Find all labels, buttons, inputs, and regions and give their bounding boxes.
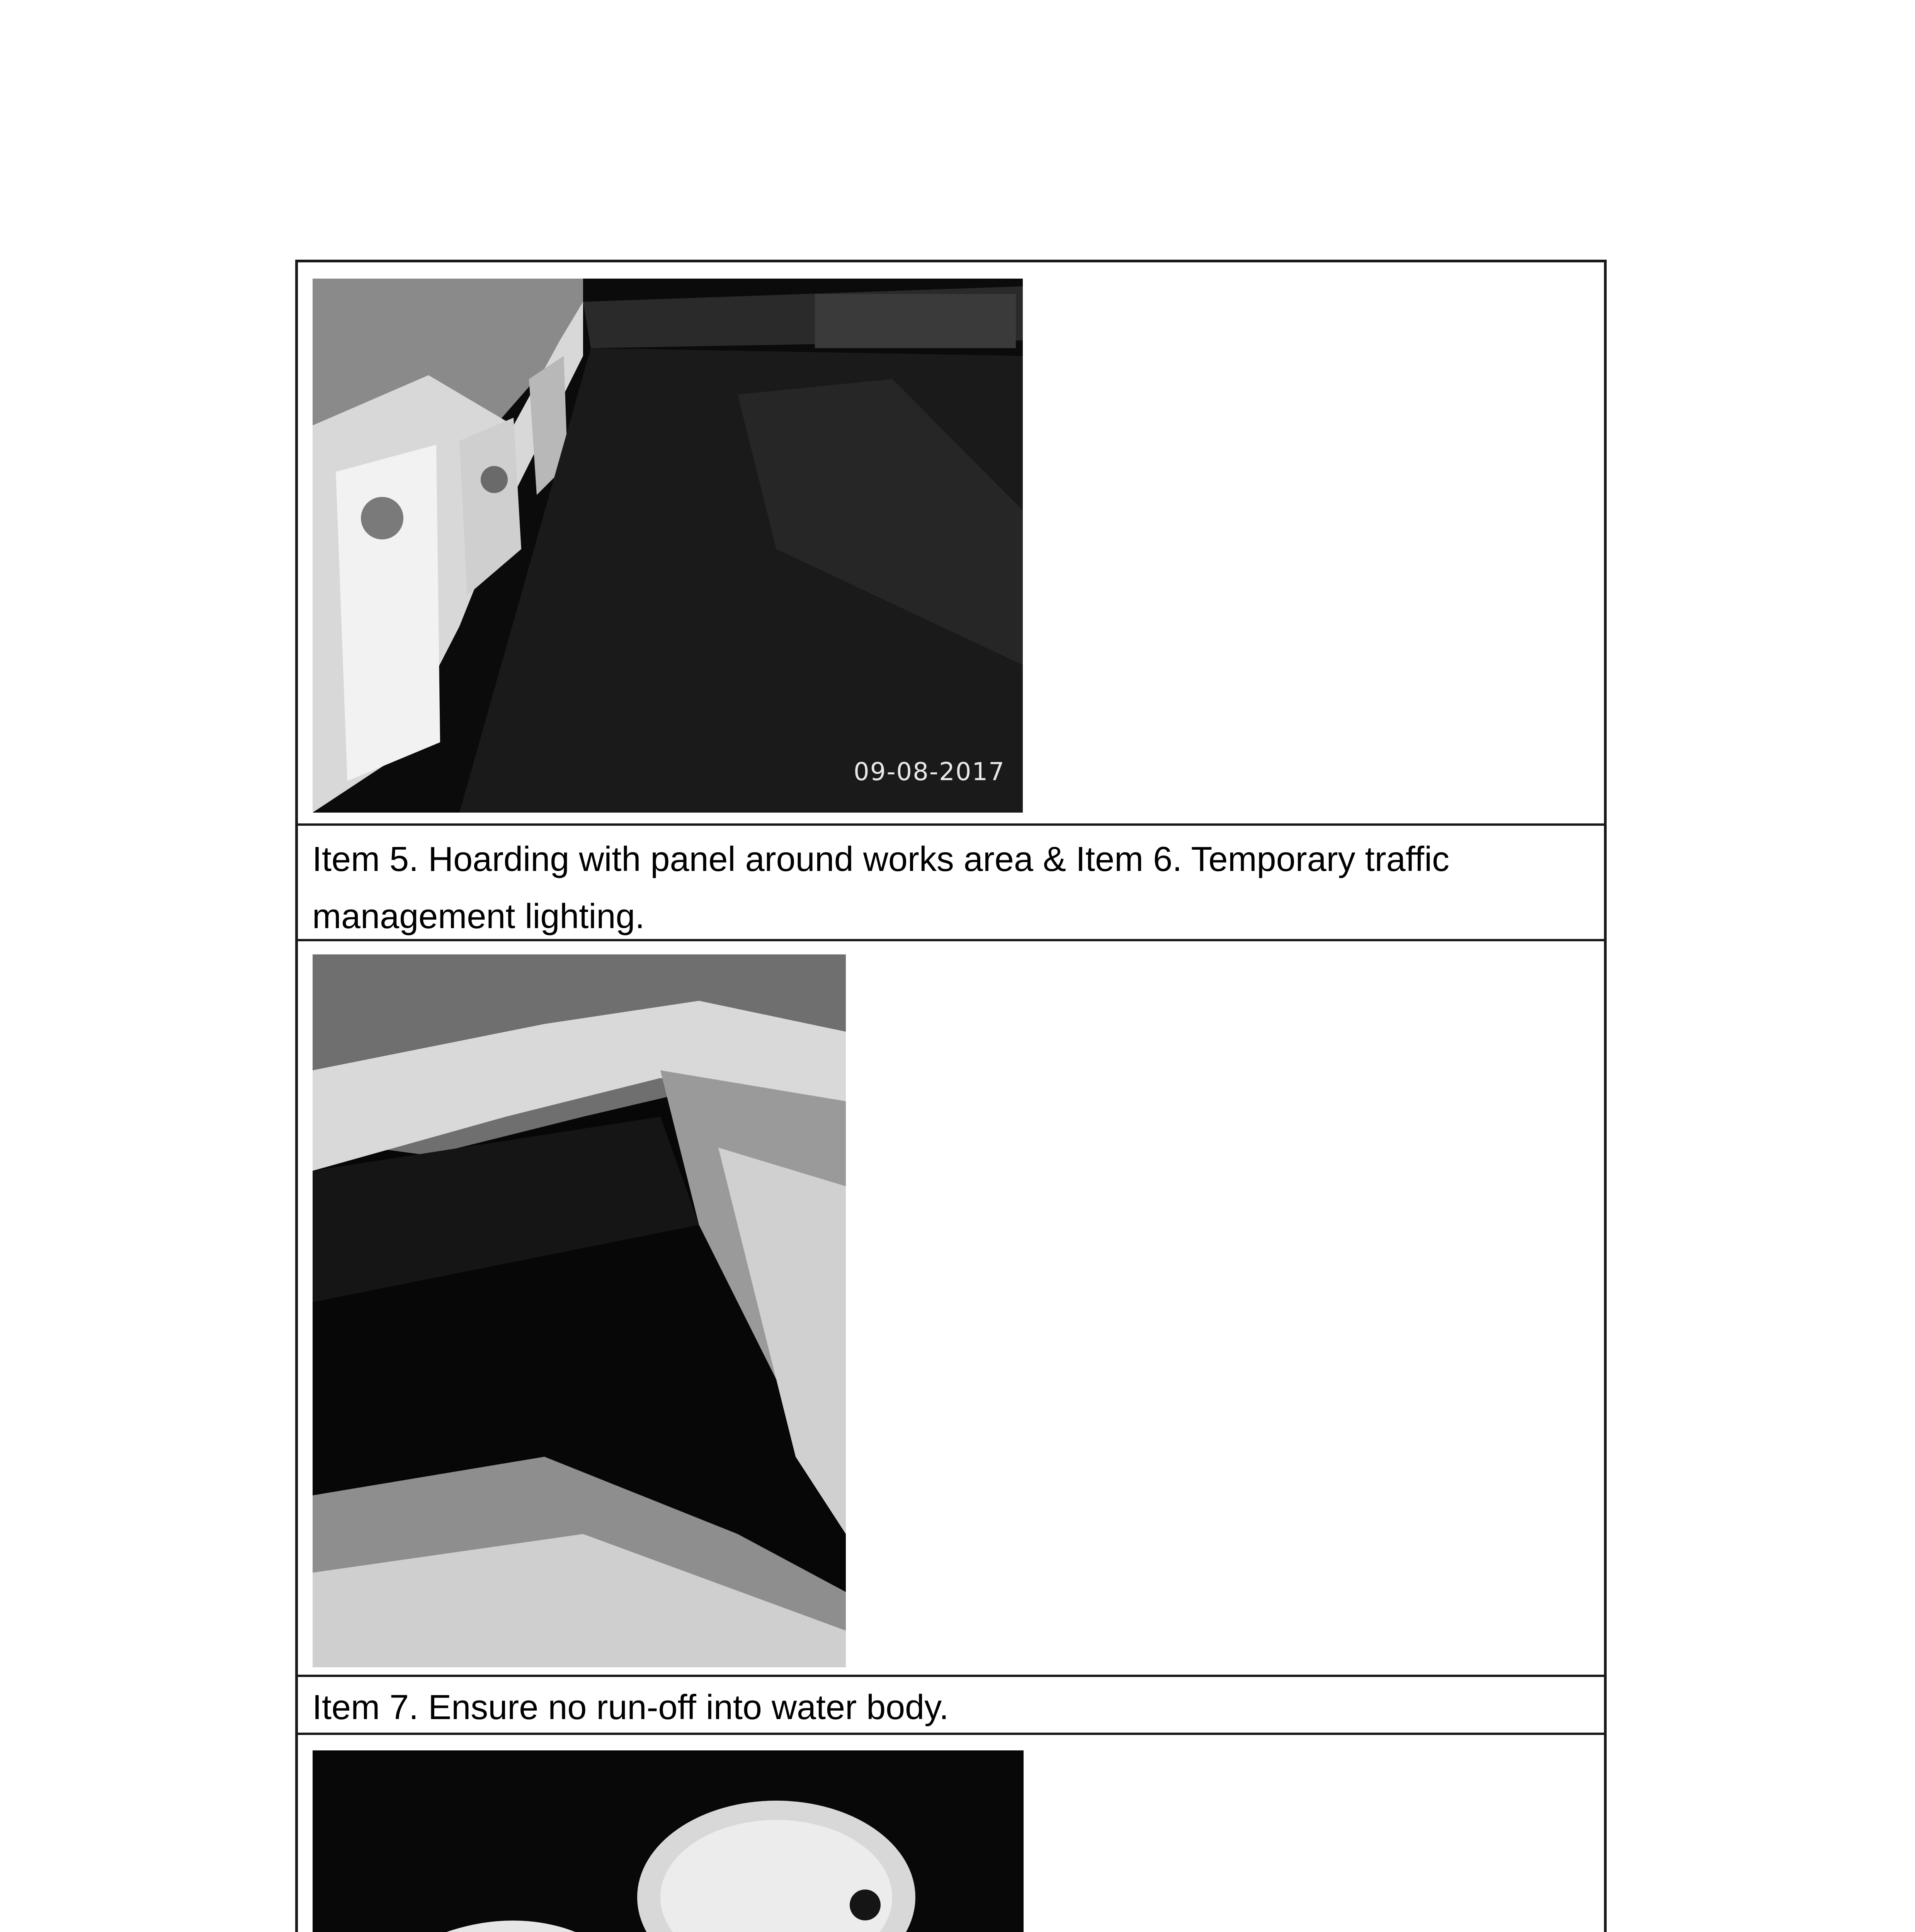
date-stamp: 09-08-2017 xyxy=(854,758,1005,786)
hoarding-panels-photo xyxy=(313,279,1023,813)
row-divider xyxy=(295,823,1607,826)
photo-image xyxy=(313,279,1023,813)
felled-tree-slices-photo xyxy=(313,1750,1024,1932)
photo-image xyxy=(313,954,846,1667)
row-divider xyxy=(295,1675,1607,1677)
caption-item-7: Item 7. Ensure no run-off into water body. xyxy=(312,1688,949,1727)
water-body-bank-photo xyxy=(313,954,846,1667)
caption-item-5-6: Item 5. Hoarding with panel around works area & Item 6. Temporary traffic management lighting. xyxy=(312,840,1450,936)
photo-image xyxy=(313,1750,1024,1932)
